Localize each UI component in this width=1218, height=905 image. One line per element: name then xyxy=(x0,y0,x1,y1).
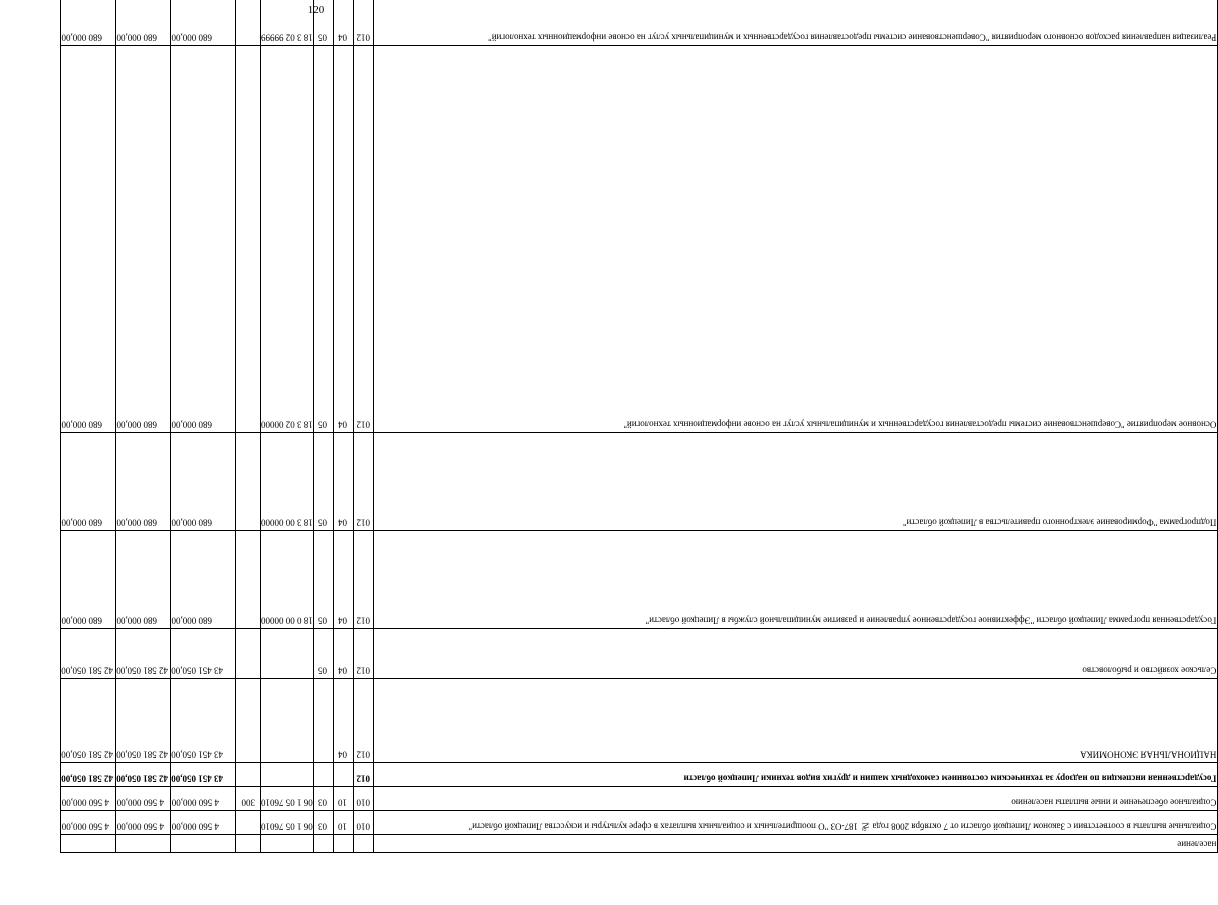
field-row-s1 xyxy=(171,0,236,853)
cell-vr-6 xyxy=(236,531,261,629)
cell-csr-0 xyxy=(261,835,314,853)
cell-name-4: НАЦИОНАЛЬНАЯ ЭКОНОМИКА xyxy=(373,679,1217,763)
cell-pr-0 xyxy=(313,835,333,853)
cell-s2-5: 42 581 050,00 xyxy=(116,629,171,679)
cell-csr-2: 06 1 05 76010 xyxy=(261,787,314,811)
cell-rz-3 xyxy=(333,763,353,787)
cell-s1-8: 680 000,00 xyxy=(171,46,236,433)
cell-vr-1 xyxy=(236,811,261,835)
cell-vr-7 xyxy=(236,433,261,531)
cell-v-7: 012 xyxy=(353,433,373,531)
cell-rz-6: 04 xyxy=(333,531,353,629)
cell-rz-1: 10 xyxy=(333,811,353,835)
cell-vr-5 xyxy=(236,629,261,679)
cell-pr-9: 05 xyxy=(313,0,333,46)
cell-name-6: Государственная программа Липецкой области "Эффективное государственное управление и развитие муниципальной службы в Липецкой области" xyxy=(373,531,1217,629)
cell-s2-6: 680 000,00 xyxy=(116,531,171,629)
cell-rz-8: 04 xyxy=(333,46,353,433)
rotated-table-wrapper xyxy=(60,33,1218,853)
cell-csr-6: 18 0 00 00000 xyxy=(261,531,314,629)
cell-s1-6: 680 000,00 xyxy=(171,531,236,629)
cell-vr-3 xyxy=(236,763,261,787)
cell-s1-3: 43 451 050,00 xyxy=(171,763,236,787)
cell-s1-5: 43 451 050,00 xyxy=(171,629,236,679)
cell-rz-7: 04 xyxy=(333,433,353,531)
field-row-v xyxy=(353,0,373,853)
cell-pr-3 xyxy=(313,763,333,787)
cell-name-8: Основное мероприятие "Совершенствование системы предоставления государственных и муниципальных услуг на основе информационных технологий" xyxy=(373,46,1217,433)
budget-table xyxy=(60,0,1218,853)
cell-s1-0 xyxy=(171,835,236,853)
cell-csr-4 xyxy=(261,679,314,763)
cell-s3-9: 680 000,00 xyxy=(61,0,116,46)
cell-csr-7: 18 3 00 00000 xyxy=(261,433,314,531)
cell-s3-1: 4 560 000,00 xyxy=(61,811,116,835)
cell-pr-6: 05 xyxy=(313,531,333,629)
field-row-pr xyxy=(313,0,333,853)
cell-v-0 xyxy=(353,835,373,853)
cell-s2-0 xyxy=(116,835,171,853)
cell-s1-4: 43 451 050,00 xyxy=(171,679,236,763)
field-row-rz xyxy=(333,0,353,853)
cell-pr-4 xyxy=(313,679,333,763)
field-row-name xyxy=(373,0,1217,853)
field-row-s3 xyxy=(61,0,116,853)
cell-v-9: 012 xyxy=(353,0,373,46)
cell-s3-8: 680 000,00 xyxy=(61,46,116,433)
cell-pr-2: 03 xyxy=(313,787,333,811)
cell-s3-6: 680 000,00 xyxy=(61,531,116,629)
cell-name-5: Сельское хозяйство и рыболовство xyxy=(373,629,1217,679)
cell-vr-2: 300 xyxy=(236,787,261,811)
cell-s3-4: 42 581 050,00 xyxy=(61,679,116,763)
cell-v-3: 012 xyxy=(353,763,373,787)
cell-s2-4: 42 581 050,00 xyxy=(116,679,171,763)
cell-csr-5 xyxy=(261,629,314,679)
cell-pr-1: 03 xyxy=(313,811,333,835)
cell-name-7: Подпрограмма "Формирование электронного правительства в Липецкой области" xyxy=(373,433,1217,531)
cell-pr-5: 05 xyxy=(313,629,333,679)
cell-s2-2: 4 560 000,00 xyxy=(116,787,171,811)
cell-s3-5: 42 581 050,00 xyxy=(61,629,116,679)
cell-name-1: Социальные выплаты в соответствии с Законом Липецкой области от 7 октября 2008 года № 187-ОЗ "О поощрительных и социальных выплатах в сфере культуры и искусства Липецкой области" xyxy=(373,811,1217,835)
cell-v-1: 010 xyxy=(353,811,373,835)
cell-rz-4: 04 xyxy=(333,679,353,763)
cell-s2-8: 680 000,00 xyxy=(116,46,171,433)
cell-rz-2: 10 xyxy=(333,787,353,811)
field-row-s2 xyxy=(116,0,171,853)
cell-rz-5: 04 xyxy=(333,629,353,679)
cell-s1-1: 4 560 000,00 xyxy=(171,811,236,835)
cell-csr-3 xyxy=(261,763,314,787)
cell-vr-9 xyxy=(236,0,261,46)
cell-v-2: 010 xyxy=(353,787,373,811)
cell-s3-2: 4 560 000,00 xyxy=(61,787,116,811)
cell-vr-0 xyxy=(236,835,261,853)
cell-csr-8: 18 3 02 00000 xyxy=(261,46,314,433)
page-number: 120 xyxy=(307,4,325,16)
cell-name-2: Социальное обеспечение и иные выплаты населению xyxy=(373,787,1217,811)
cell-name-3: Государственная инспекция по надзору за техническим состоянием самоходных машин и других видов техники Липецкой области xyxy=(373,763,1217,787)
cell-s2-7: 680 000,00 xyxy=(116,433,171,531)
cell-s2-3: 42 581 050,00 xyxy=(116,763,171,787)
cell-s1-7: 680 000,00 xyxy=(171,433,236,531)
field-row-vr xyxy=(236,0,261,853)
cell-s3-3: 42 581 050,00 xyxy=(61,763,116,787)
cell-v-6: 012 xyxy=(353,531,373,629)
cell-v-4: 012 xyxy=(353,679,373,763)
cell-vr-4 xyxy=(236,679,261,763)
cell-name-9: Реализация направления расходов основного мероприятия "Совершенствование системы предоставления государственных и муниципальных услуг на основе информационных технологий" xyxy=(373,0,1217,46)
cell-csr-1: 06 1 05 76010 xyxy=(261,811,314,835)
budget-table-body xyxy=(61,0,1218,853)
field-row-csr xyxy=(261,0,314,853)
cell-rz-0 xyxy=(333,835,353,853)
cell-name-0: население xyxy=(373,835,1217,853)
cell-v-8: 012 xyxy=(353,46,373,433)
cell-s2-1: 4 560 000,00 xyxy=(116,811,171,835)
cell-csr-9: 18 3 02 99999 xyxy=(261,0,314,46)
cell-s3-0 xyxy=(61,835,116,853)
cell-rz-9: 04 xyxy=(333,0,353,46)
cell-s3-7: 680 000,00 xyxy=(61,433,116,531)
cell-v-5: 012 xyxy=(353,629,373,679)
cell-pr-8: 05 xyxy=(313,46,333,433)
cell-vr-8 xyxy=(236,46,261,433)
cell-s2-9: 680 000,00 xyxy=(116,0,171,46)
cell-pr-7: 05 xyxy=(313,433,333,531)
cell-s1-9: 680 000,00 xyxy=(171,0,236,46)
cell-s1-2: 4 560 000,00 xyxy=(171,787,236,811)
